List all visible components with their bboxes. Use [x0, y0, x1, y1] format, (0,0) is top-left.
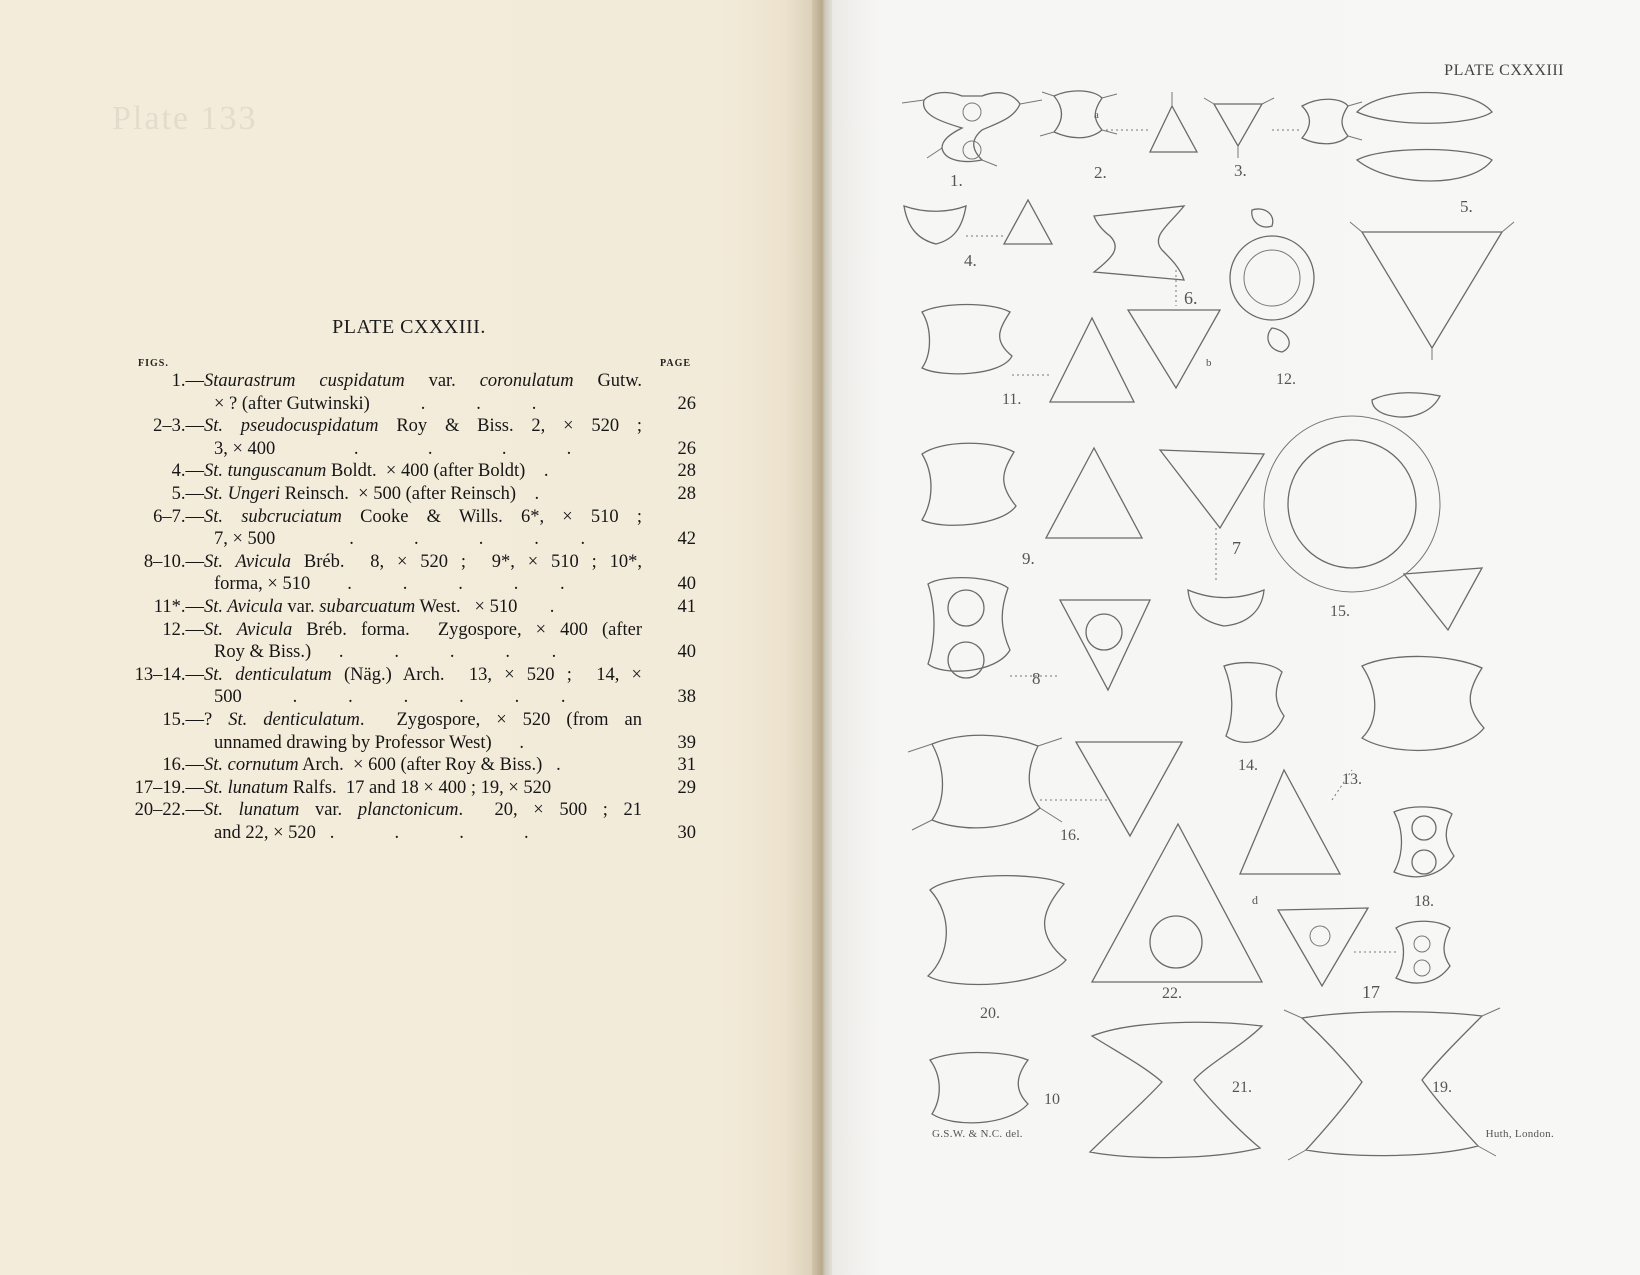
- figure-entry-line: [112, 641, 696, 664]
- artist-credit: G.S.W. & N.C. del.: [932, 1128, 1023, 1140]
- figure-description: and 22, × 520 . . . .: [214, 822, 529, 843]
- fig-number-8: 8: [1032, 669, 1041, 688]
- fig-number-12: 12.: [1276, 371, 1296, 388]
- fig-10-drawing: [930, 1053, 1028, 1123]
- fig-5-drawing: [1350, 93, 1514, 361]
- figure-description: St. subcruciatum Cooke & Wills. 6*, × 510 ;: [204, 506, 642, 527]
- figure-number: 2–3.—: [153, 416, 204, 437]
- page-reference: 30: [677, 822, 696, 843]
- figure-description: × ? (after Gutwinski) . . .: [214, 393, 537, 414]
- figure-description: St. Avicula Bréb. 8, × 520 ; 9*, × 510 ; 10*,: [204, 551, 642, 572]
- figure-entry-line: [112, 822, 696, 845]
- fig-11-drawing: [922, 305, 1134, 403]
- figure-entry-line: [112, 709, 696, 732]
- fig-3-drawing: [1204, 98, 1362, 158]
- figure-number: 12.—: [162, 619, 204, 640]
- fig-number-16: 16.: [1060, 827, 1080, 844]
- figure-entry-line: [112, 664, 696, 687]
- fig-number-5: 5.: [1460, 197, 1473, 216]
- right-page: [832, 0, 1640, 1275]
- printer-credit: Huth, London.: [1485, 1128, 1554, 1140]
- figure-description: St. cornutum Arch. × 600 (after Roy & Biss.) .: [204, 755, 561, 776]
- fig-15-drawing: [1264, 393, 1482, 630]
- page-reference: 28: [677, 483, 696, 504]
- fig-number-7: 7: [1232, 538, 1241, 558]
- figure-entry-line: [112, 370, 696, 393]
- figure-description: St. lunatum var. planctonicum. 20, × 500 ; 21: [204, 800, 643, 821]
- figure-number: 6–7.—: [153, 506, 204, 527]
- figure-entry-line: [112, 732, 696, 755]
- fig-14-drawing: [1224, 663, 1284, 743]
- figure-number: 16.—: [162, 755, 204, 776]
- fig-20-drawing: [928, 876, 1066, 985]
- page-reference: 28: [677, 461, 696, 482]
- figure-description: unnamed drawing by Professor West) .: [214, 732, 525, 753]
- fig-22-drawing: [1092, 824, 1262, 982]
- figure-number: 13–14.—: [134, 664, 204, 685]
- page-reference: 42: [677, 529, 696, 550]
- figure-entry-line: [112, 506, 696, 529]
- fig-number-2: 2.: [1094, 163, 1107, 182]
- figure-list: [112, 370, 696, 844]
- figure-entry-line: [112, 573, 696, 596]
- fig-number-20: 20.: [980, 1005, 1000, 1022]
- fig-number-3: 3.: [1234, 161, 1247, 180]
- figure-entry-line: [112, 415, 696, 438]
- figure-number: 5.—: [171, 483, 204, 504]
- fig-number-6: 6.: [1184, 288, 1198, 308]
- figure-number: 4.—: [171, 461, 204, 482]
- figure-description: 7, × 500 . . . . .: [214, 529, 586, 550]
- fig-number-15: 15.: [1330, 603, 1350, 620]
- fig-number-4: 4.: [964, 251, 977, 270]
- figure-number: 11*.—: [153, 596, 204, 617]
- fig-9-drawing: [922, 443, 1142, 538]
- page-reference: 40: [677, 574, 696, 595]
- figure-number: 8–10.—: [143, 551, 204, 572]
- figure-entry-line: [112, 551, 696, 574]
- figure-number: 20–22.—: [134, 800, 204, 821]
- figure-entry-line: [112, 686, 696, 709]
- plate-label: PLATE CXXXIII: [1444, 62, 1564, 79]
- page-reference: 26: [677, 393, 696, 414]
- fig-7-drawing: [1160, 450, 1264, 626]
- page-column-header: PAGE: [660, 358, 692, 369]
- fig-18-drawing: [1394, 807, 1454, 877]
- figure-description: St. pseudocuspidatum Roy & Biss. 2, × 520 ;: [204, 416, 642, 437]
- page-reference: 38: [677, 687, 696, 708]
- page-reference: 40: [677, 642, 696, 663]
- book-gutter: [812, 0, 834, 1275]
- figure-entry-line: [112, 528, 696, 551]
- fig-number-9: 9.: [1022, 549, 1035, 568]
- fig-16-drawing: [908, 735, 1182, 836]
- figure-entry-line: [112, 619, 696, 642]
- figure-description: St. tunguscanum Boldt. × 400 (after Boldt) .: [204, 461, 549, 482]
- view-letter-b: b: [1206, 357, 1212, 369]
- figure-description: St. Avicula Bréb. forma. Zygospore, × 400 (after: [204, 619, 643, 640]
- figure-description: 3, × 400 . . . .: [214, 438, 572, 459]
- figure-entry-line: [112, 460, 696, 483]
- figure-description: St. lunatum Ralfs. 17 and 18 × 400 ; 19, × 520: [204, 777, 552, 798]
- fig-2-drawing: [1040, 91, 1197, 152]
- figure-entry-line: [112, 596, 696, 619]
- fig-number-17: 17: [1362, 982, 1380, 1002]
- figure-entry-line: [112, 393, 696, 416]
- fig-12-drawing: [1230, 209, 1314, 352]
- figure-description: St. denticulatum (Näg.) Arch. 13, × 520 ; 14, ×: [204, 664, 642, 685]
- fig-number-13: 13.: [1342, 771, 1362, 788]
- view-letter-d: d: [1252, 893, 1258, 907]
- fig-17-drawing: [1278, 908, 1450, 986]
- fig-number-22: 22.: [1162, 985, 1182, 1002]
- figure-entry-line: [112, 483, 696, 506]
- fig-1-drawing: [902, 93, 1042, 166]
- left-page: [0, 0, 818, 1275]
- figure-number: 15.—: [162, 709, 204, 730]
- page-reference: 39: [677, 732, 696, 753]
- figure-description: St. Avicula var. subarcuatum West. × 510 .: [204, 596, 555, 617]
- fig-number-21: 21.: [1232, 1079, 1252, 1096]
- figs-column-header: FIGS.: [138, 358, 169, 369]
- figure-entry-line: [112, 438, 696, 461]
- figure-number: 17–19.—: [134, 777, 204, 798]
- fig-number-1: 1.: [950, 171, 963, 190]
- figure-description: St. Ungeri Reinsch. × 500 (after Reinsch) .: [204, 483, 540, 504]
- fig-number-10: 10: [1044, 1091, 1060, 1108]
- figure-description: forma, × 510 . . . . .: [214, 574, 565, 595]
- view-letter-a: a: [1094, 109, 1099, 121]
- figure-entry-line: [112, 754, 696, 777]
- fig-number-19: 19.: [1432, 1079, 1452, 1096]
- figure-number: 1.—: [171, 371, 204, 391]
- plate-illustration: [832, 0, 1640, 1275]
- page-reference: 41: [677, 596, 696, 617]
- fig-19-drawing: [1284, 1008, 1500, 1160]
- show-through-text: Plate 133: [112, 100, 258, 137]
- fig-number-18: 18.: [1414, 893, 1434, 910]
- fig-4-drawing: [904, 200, 1052, 244]
- plate-heading: PLATE CXXXIII.: [332, 316, 486, 338]
- figure-description: 500 . . . . . .: [214, 687, 566, 708]
- figure-entry-line: [112, 799, 696, 822]
- fig-number-11: 11.: [1002, 391, 1022, 408]
- page-reference: 26: [677, 438, 696, 459]
- page-reference: 29: [677, 777, 696, 798]
- figure-description: Staurastrum cuspidatum var. coronulatum Gutw.: [204, 371, 642, 391]
- figure-description: Roy & Biss.) . . . . .: [214, 642, 557, 663]
- fig-number-14: 14.: [1238, 757, 1258, 774]
- figure-description: ? St. denticulatum. Zygospore, × 520 (from an: [204, 709, 643, 730]
- figure-entry-line: [112, 777, 696, 800]
- page-reference: 31: [677, 755, 696, 776]
